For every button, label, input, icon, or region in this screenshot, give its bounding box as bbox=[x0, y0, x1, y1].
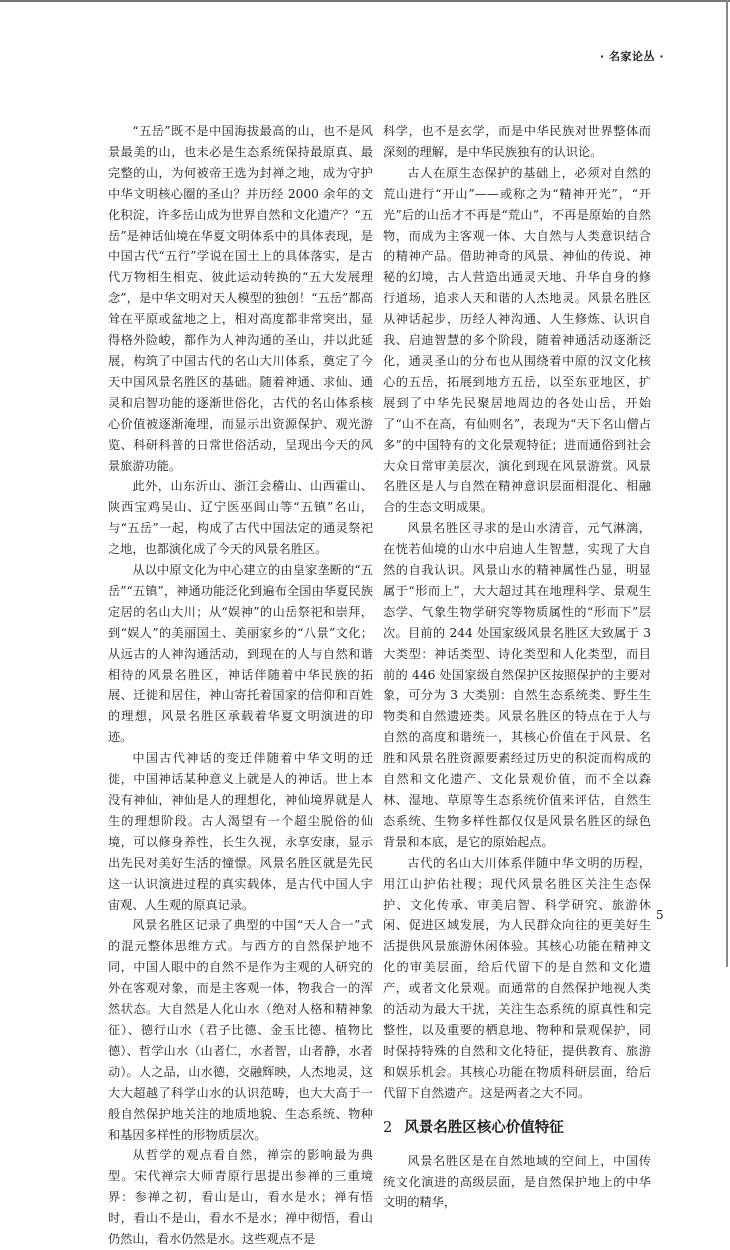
paragraph: 风景名胜区寻求的是山水清音，元气淋漓，在恍若仙境的山水中启迪人生智慧，实现了大自然的自我认识。风景山水的精神属性凸显，明显属于“形而上”，大大超过其在地理科学、景观生态学、气象生物学研究等物质属性的“形而下”层次。目前的 244 处国家级风景名胜区大致属于 3 大类型：神话类型、诗化类型和人化类型，而目前的 446 处国家级自然保护区按照保护的主要对象，可分为 3 大类别：自然生态系统类、野生生物类和自然遗迹类。风景名胜区的特点在于人与自然的高度和谐统一，其核心价值在于风景、名胜和风景名胜资源要素经过历史的积淀而构成的自然和文化遗产、文化景观价值，而不全以森林、湿地、草原等生态系统价值来评估，自然生态系统、生物多样性都仅仅是风景名胜区的绿色背景和本底，是它的原始起点。 bbox=[383, 521, 651, 849]
paragraph: 古人在原生态保护的基础上，必须对自然的荒山进行“开山”——或称之为“精神开光”，“开光”后的山岳才不再是“荒山”，不再是原始的自然物，而成为主客观一体、大自然与人类意识结合的精神产品。借助神奇的风景、神仙的传说、神秘的幻境，古人营造出通灵天地、升华自身的修行道场，追求人天和谐的人杰地灵。风景名胜区从神话起步，历经人神沟通、人生修炼、认识自我、启迪智慧的多个阶段，随着神通活动逐渐泛化，通灵圣山的分布也从围绕着中原的汉文化核心的五岳，拓展到地方五岳，以至东亚地区，扩展到了中华先民聚居地周边的各处山岳，开始了“山不在高，有仙则名”，表现为“天下名山僧占多”的中国特有的文化景观特征；进而通俗到社会大众日常审美层次，演化到现在风景游赏。风景名胜区是人与自然在精神意识层面相混化、相融合的生态文明成果。 bbox=[383, 165, 651, 515]
section-heading bbox=[383, 1117, 651, 1139]
paragraph: 风景名胜区是在自然地域的空间上，中国传统文化演进的高级层面，是自然保护地上的中华文明的精华， bbox=[383, 1153, 651, 1210]
section-title: 风景名胜区核心价值特征 bbox=[404, 1119, 564, 1136]
paragraph: 从以中原文化为中心建立的由皇家垄断的“五岳”“五镇”，神通功能泛化到遍布全国由华夏民族定居的名山大川；从“娱神”的山岳祭祀和崇拜，到“娱人”的美丽国土、美丽家乡的“八景”文化；从远古的人神沟通活动，到现在的人与自然和谐相待的风景名胜区，神话伴随着中华民族的拓展、迁徙和居住，神山寄托着国家的信仰和百姓的理想，风景名胜区承载着华夏文明演进的印迹。 bbox=[108, 563, 373, 745]
paragraph: 古代的名山大川体系伴随中华文明的历程，用江山护佑社稷；现代风景名胜区关注生态保护、文化传承、审美启智、科学研究、旅游休闲、促进区域发展，为人民群众向往的更美好生活提供风景旅游休闲体验。其核心功能在精神文化的审美层面，给后代留下的是自然和文化遗产，或者文化景观。而通常的自然保护地视人类的活动为最大干扰，关注生态系统的原真性和完整性，以及重要的栖息地、物种和景观保护，同时保持特殊的自然和文化特征，提供教育、旅游和娱乐机会。其核心功能在物质科研层面，给后代留下自然遗产。这是两者之大不同。 bbox=[383, 855, 651, 1100]
paragraph: 风景名胜区记录了典型的中国“天人合一”式的混元整体思维方式。与西方的自然保护地不同，中国人眼中的自然不是作为主观的人研究的外在客观对象，而是主客观一体，物我合一的浑然状态。大自然是人化山水（绝对人格和精神象征）、德行山水（君子比德、金玉比德、植物比德）、哲学山水（山者仁，水者智，山者静，水者动）。人之品，山水德，交融辉映，人杰地灵，这大大超越了科学山水的认识范畴，也大大高于一般自然保护地关注的地质地貌、生态系统、物种和基因多样性的形物质层次。 bbox=[108, 918, 373, 1142]
running-header: · 名家论丛 · bbox=[600, 50, 665, 63]
paragraph: “五岳”既不是中国海拔最高的山，也不是风景最美的山，也未必是生态系统保持最原真、最完整的山，为何被帝王选为封禅之地，成为守护中华文明核心圈的圣山？并历经 2000 余年的文化积淀，许多岳山成为世界自然和文化遗产？“五岳”是神话仙境在华夏文明体系中的具体表现，是中国古代“五行”学说在国土上的具体落实，是古代万物相生相克、彼此运动转换的“五大发展理念”，是中华文明对天人模型的独创！“五岳”都高耸在平原或盆地之上，相对高度都非常突出，显得格外险峻，都作为人神沟通的圣山，并以此延展，构筑了中国古代的名山大川体系，奠定了今天中国风景名胜区的基础。随着神通、求仙、通灵和启智功能的逐渐世俗化，古代的名山体系核心价值被逐渐淹埋，而显示出资源保护、观光游览、科研科普的日常世俗活动，呈现出今天的风景旅游功能。 bbox=[108, 124, 373, 473]
right-column bbox=[383, 121, 651, 1213]
paragraph: 中国古代神话的变迁伴随着中华文明的迁徙，中国神话某种意义上就是人的神话。世上本没有神仙，神仙是人的理想化，神仙境界就是人生的理想阶段。古人渴望有一个超尘脱俗的仙境，可以修身养性，长生久视，永享安康，显示出先民对美好生活的憧憬。风景名胜区就是先民这一认识演进过程的真实载体，是古代中国人宇宙观、人生观的原真记录。 bbox=[108, 751, 373, 912]
left-column bbox=[108, 121, 373, 1250]
paragraph-continuation: 科学，也不是玄学，而是中华民族对世界整体而深刻的理解，是中华民族独有的认识论。 bbox=[383, 124, 651, 159]
page-border-top bbox=[0, 0, 730, 2]
paragraph: 此外，山东沂山、浙江会稽山、山西霍山、陕西宝鸡吴山、辽宁医巫闾山等“五镇”名山，与“五岳”一起，构成了古代中国法定的通灵祭祀之地，也都演化成了今天的风景名胜区。 bbox=[108, 479, 373, 557]
section-number: 2 bbox=[383, 1119, 393, 1136]
paragraph: 从哲学的观点看自然，禅宗的影响最为典型。宋代禅宗大师青原行思提出参禅的三重境界：参禅之初，看山是山，看水是水；禅有悟时，看山不是山，看水不是水；禅中彻悟，看山仍然山，看水仍然是水。这些观点不是 bbox=[108, 1148, 373, 1247]
page-number: 5 bbox=[656, 908, 664, 922]
page-border-right bbox=[726, 0, 728, 967]
